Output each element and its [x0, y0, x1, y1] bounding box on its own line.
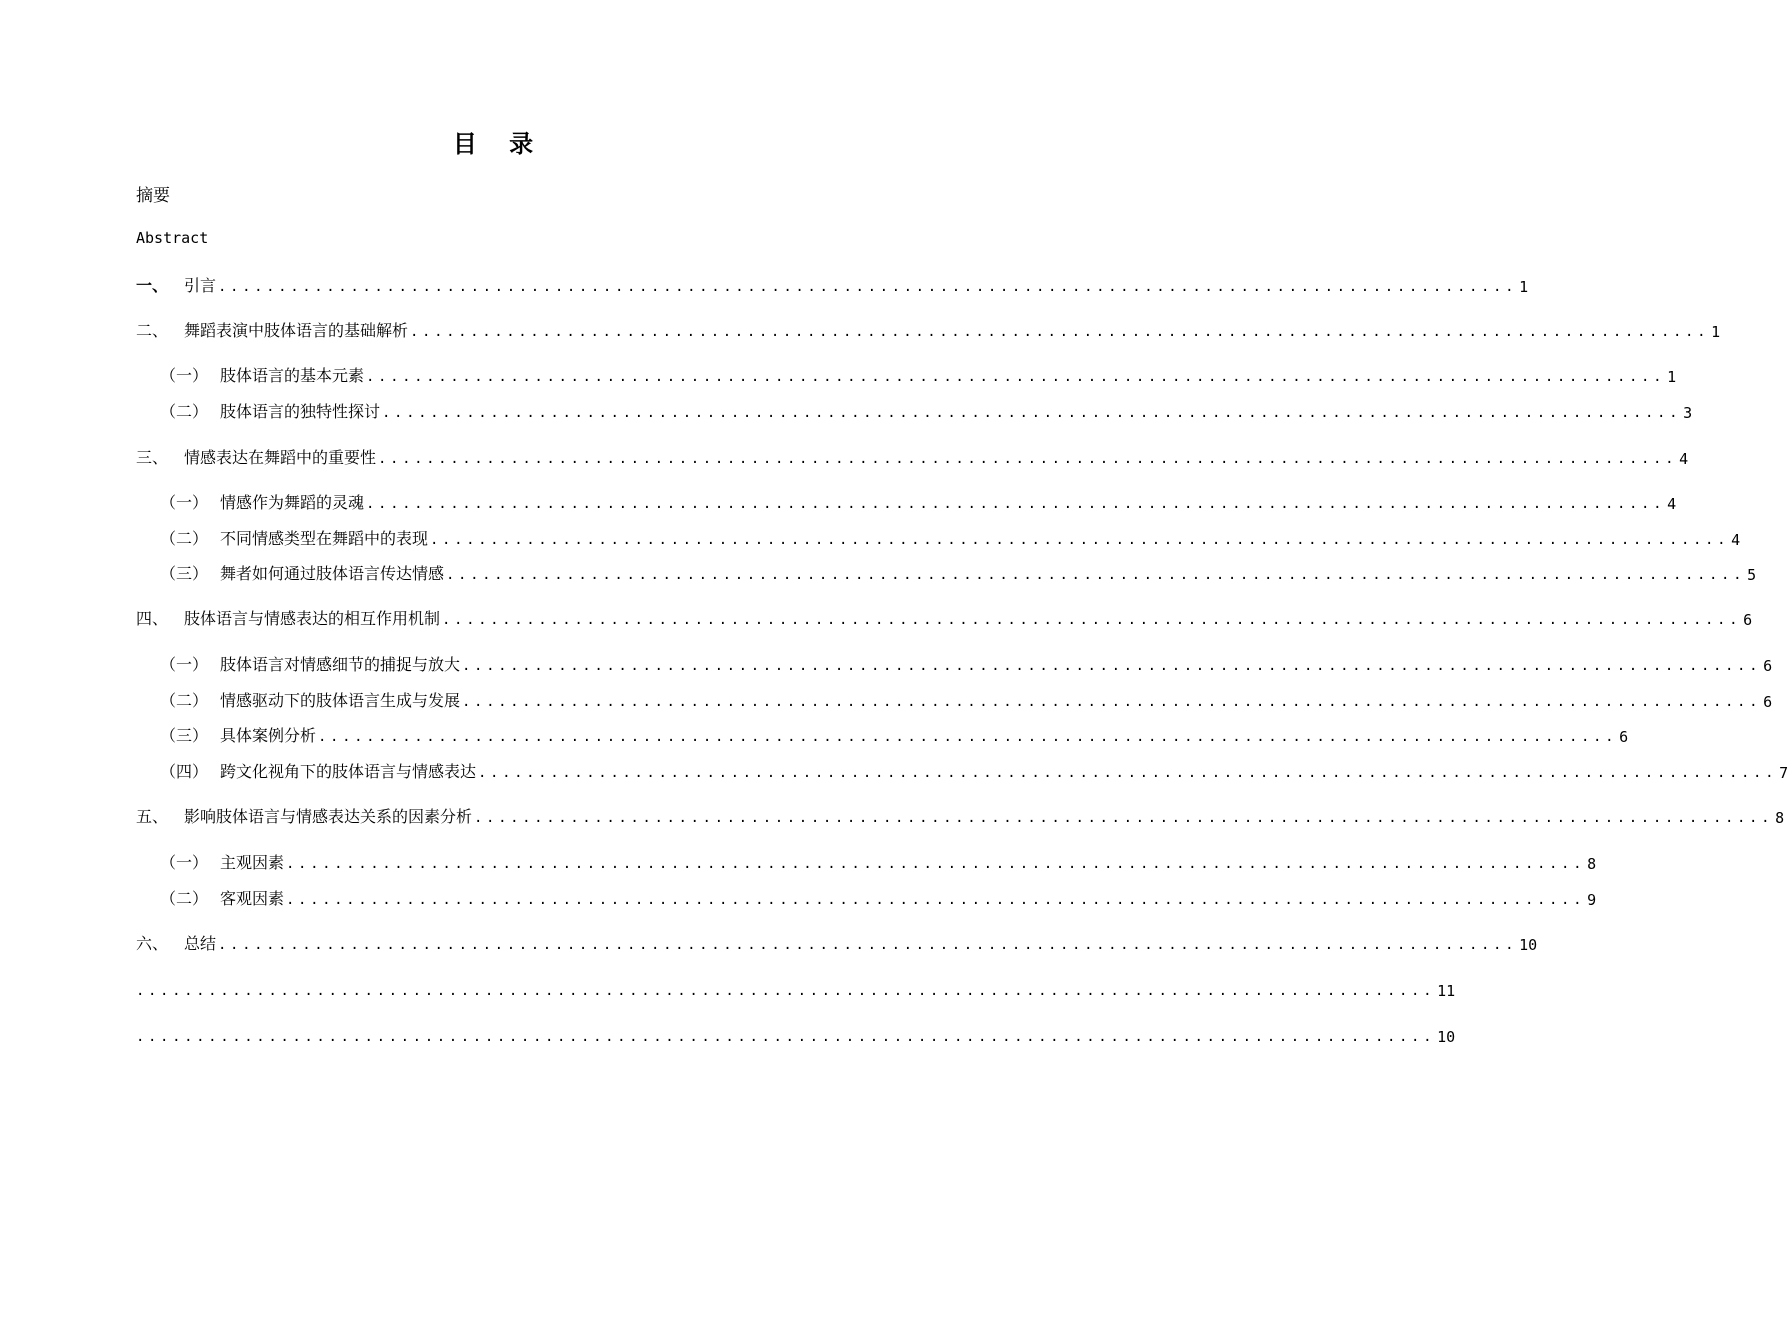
toc-leader-dots: ............................................................................................................ — [136, 983, 1436, 999]
toc-leader-dots: ............................................................................................................ — [442, 612, 1742, 628]
toc-leader-dots: ............................................................................................................ — [218, 279, 1518, 295]
toc-entry-number: （一） — [160, 655, 209, 674]
toc-entry-abstract-cn[interactable]: 摘要 — [136, 186, 170, 206]
toc-leader-dots: ............................................................................................................ — [478, 765, 1778, 781]
toc-entry-page: 3 — [1683, 404, 1693, 422]
toc-entry-label: 不同情感类型在舞蹈中的表现 — [220, 529, 429, 548]
toc-entry-page: 4 — [1731, 531, 1741, 549]
toc-entry-label: 舞者如何通过肢体语言传达情感 — [220, 564, 445, 583]
toc-entry[interactable] — [160, 758, 1788, 782]
toc-leader-dots: ............................................................................................................ — [136, 1029, 1436, 1045]
toc-entry[interactable] — [160, 687, 1773, 711]
toc-entry-label: 客观因素 — [220, 889, 285, 908]
toc-entry-label: 肢体语言的基本元素 — [220, 366, 365, 385]
toc-leader-dots: ............................................................................................................ — [462, 694, 1762, 710]
toc-entry-label: 跨文化视角下的肢体语言与情感表达 — [220, 762, 477, 781]
toc-entry[interactable] — [160, 525, 1741, 549]
toc-entry-label: 肢体语言的独特性探讨 — [220, 402, 381, 421]
toc-entry-number: （一） — [160, 366, 209, 385]
toc-entry-number: （一） — [160, 493, 209, 512]
toc-entry-number: （三） — [160, 564, 209, 583]
toc-entry-label: 总结 — [184, 934, 217, 953]
toc-entry-page: 6 — [1743, 611, 1753, 629]
toc-entry-page: 5 — [1747, 566, 1757, 584]
toc-entry[interactable] — [136, 803, 1785, 827]
toc-entry[interactable] — [136, 976, 1456, 1000]
toc-entry-label: 影响肢体语言与情感表达关系的因素分析 — [184, 807, 473, 826]
toc-entry-label: 情感作为舞蹈的灵魂 — [220, 493, 365, 512]
toc-entry[interactable] — [160, 560, 1757, 584]
toc-entry-page: 1 — [1667, 368, 1677, 386]
toc-entry-page: 11 — [1437, 982, 1456, 1000]
toc-leader-dots: ............................................................................................................ — [366, 369, 1666, 385]
toc-entry-number: （一） — [160, 853, 209, 872]
toc-entry[interactable] — [136, 1022, 1456, 1046]
toc-entry-label: 情感表达在舞蹈中的重要性 — [184, 448, 377, 467]
toc-entry-number: 五、 — [136, 807, 169, 826]
toc-entry-abstract-en[interactable]: Abstract — [136, 229, 209, 247]
toc-entry-number: （二） — [160, 402, 209, 421]
toc-entry-page: 1 — [1519, 278, 1529, 296]
toc-leader-dots: ............................................................................................................ — [410, 324, 1710, 340]
toc-entry-number: （四） — [160, 762, 209, 781]
toc-entry[interactable] — [160, 885, 1597, 909]
toc-leader-dots: ............................................................................................................ — [286, 892, 1586, 908]
toc-entry-page: 4 — [1667, 495, 1677, 513]
toc-entry-label: 肢体语言与情感表达的相互作用机制 — [184, 609, 441, 628]
toc-entry-number: 三、 — [136, 448, 169, 467]
toc-leader-dots: ............................................................................................................ — [318, 729, 1618, 745]
toc-entry-number: （三） — [160, 726, 209, 745]
toc-entry[interactable] — [136, 317, 1721, 341]
toc-entry[interactable] — [160, 362, 1677, 386]
toc-entry-number: 一、 — [136, 276, 169, 295]
toc-entry-page: 7 — [1779, 764, 1788, 782]
toc-entry-label: 情感驱动下的肢体语言生成与发展 — [220, 691, 461, 710]
toc-entry-number: （二） — [160, 889, 209, 908]
toc-entry-page: 8 — [1587, 855, 1597, 873]
toc-entry-page: 4 — [1679, 450, 1689, 468]
toc-entry-number: 四、 — [136, 609, 169, 628]
toc-entry-page: 10 — [1519, 936, 1538, 954]
toc-entry[interactable] — [160, 651, 1773, 675]
toc-entry-label: 引言 — [184, 276, 217, 295]
toc-entry[interactable] — [160, 489, 1677, 513]
toc-entry[interactable] — [136, 605, 1753, 629]
toc-entry-page: 6 — [1619, 728, 1629, 746]
toc-entry-label: 主观因素 — [220, 853, 285, 872]
toc-leader-dots: ............................................................................................................ — [462, 658, 1762, 674]
toc-entry[interactable] — [160, 398, 1693, 422]
toc-leader-dots: ............................................................................................................ — [430, 532, 1730, 548]
toc-entry[interactable] — [160, 849, 1597, 873]
toc-entry-number: （二） — [160, 691, 209, 710]
toc-leader-dots: ............................................................................................................ — [446, 567, 1746, 583]
toc-entry-label: 舞蹈表演中肢体语言的基础解析 — [184, 321, 409, 340]
toc-entry-number: 六、 — [136, 934, 169, 953]
toc-entry-page: 8 — [1775, 809, 1785, 827]
toc-entry-page: 1 — [1711, 323, 1721, 341]
toc-entry-page: 9 — [1587, 891, 1597, 909]
toc-leader-dots: ............................................................................................................ — [366, 496, 1666, 512]
toc-entry-number: （二） — [160, 529, 209, 548]
toc-entry-label: 肢体语言对情感细节的捕捉与放大 — [220, 655, 461, 674]
toc-entry-page: 6 — [1763, 657, 1773, 675]
toc-entry[interactable] — [136, 444, 1689, 468]
toc-leader-dots: ............................................................................................................ — [286, 856, 1586, 872]
toc-entry[interactable] — [136, 272, 1529, 296]
toc-entry-number: 二、 — [136, 321, 169, 340]
toc-entry[interactable] — [136, 930, 1538, 954]
toc-leader-dots: ............................................................................................................ — [218, 937, 1518, 953]
toc-entry-page: 6 — [1763, 693, 1773, 711]
toc-leader-dots: ............................................................................................................ — [474, 810, 1774, 826]
toc-entry-label: 具体案例分析 — [220, 726, 317, 745]
toc-leader-dots: ............................................................................................................ — [378, 451, 1678, 467]
toc-entry[interactable] — [160, 722, 1629, 746]
toc-leader-dots: ............................................................................................................ — [382, 405, 1682, 421]
toc-entry-page: 10 — [1437, 1028, 1456, 1046]
toc-title: 目 录 — [452, 130, 546, 158]
